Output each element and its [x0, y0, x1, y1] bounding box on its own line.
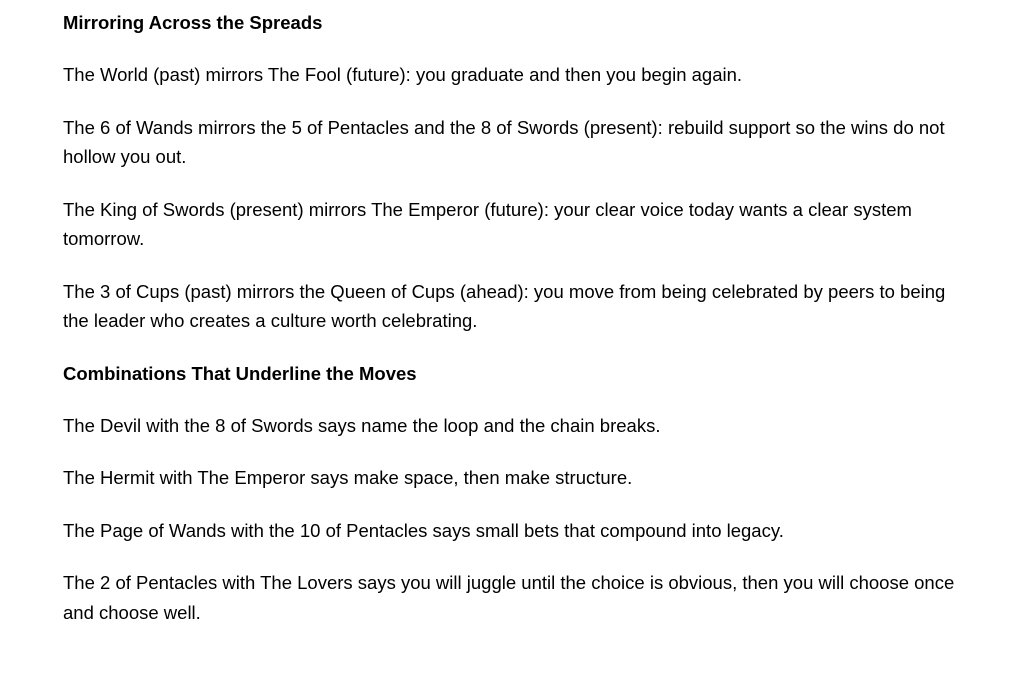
paragraph-three-cups: The 3 of Cups (past) mirrors the Queen of Cups (ahead): you move from being celebrated by peers to being the leader who creates a culture worth celebrating.: [63, 280, 946, 331]
paragraph-six-wands: The 6 of Wands mirrors the 5 of Pentacles and the 8 of Swords (present): rebuild support so the wins do not hollow you out.: [63, 116, 945, 167]
document-page: [63, 8, 963, 627]
section-heading-combinations: Combinations That Underline the Moves: [63, 362, 417, 384]
paragraph-king-swords: The King of Swords (present) mirrors The Emperor (future): your clear voice today wants a clear system tomorrow.: [63, 198, 912, 249]
paragraph-page-wands: The Page of Wands with the 10 of Pentacles says small bets that compound into legacy.: [63, 519, 784, 541]
paragraph-world-fool: The World (past) mirrors The Fool (future): you graduate and then you begin again.: [63, 64, 743, 85]
paragraph-two-pentacles: The 2 of Pentacles with The Lovers says you will juggle until the choice is obvious, then you will choose once and choose well.: [63, 572, 955, 623]
paragraph-devil-swords: The Devil with the 8 of Swords says name the loop and the chain breaks.: [63, 414, 661, 436]
paragraph-hermit-emperor: The Hermit with The Emperor says make space, then make structure.: [63, 467, 633, 488]
section-heading-mirroring: Mirroring Across the Spreads: [63, 12, 323, 33]
